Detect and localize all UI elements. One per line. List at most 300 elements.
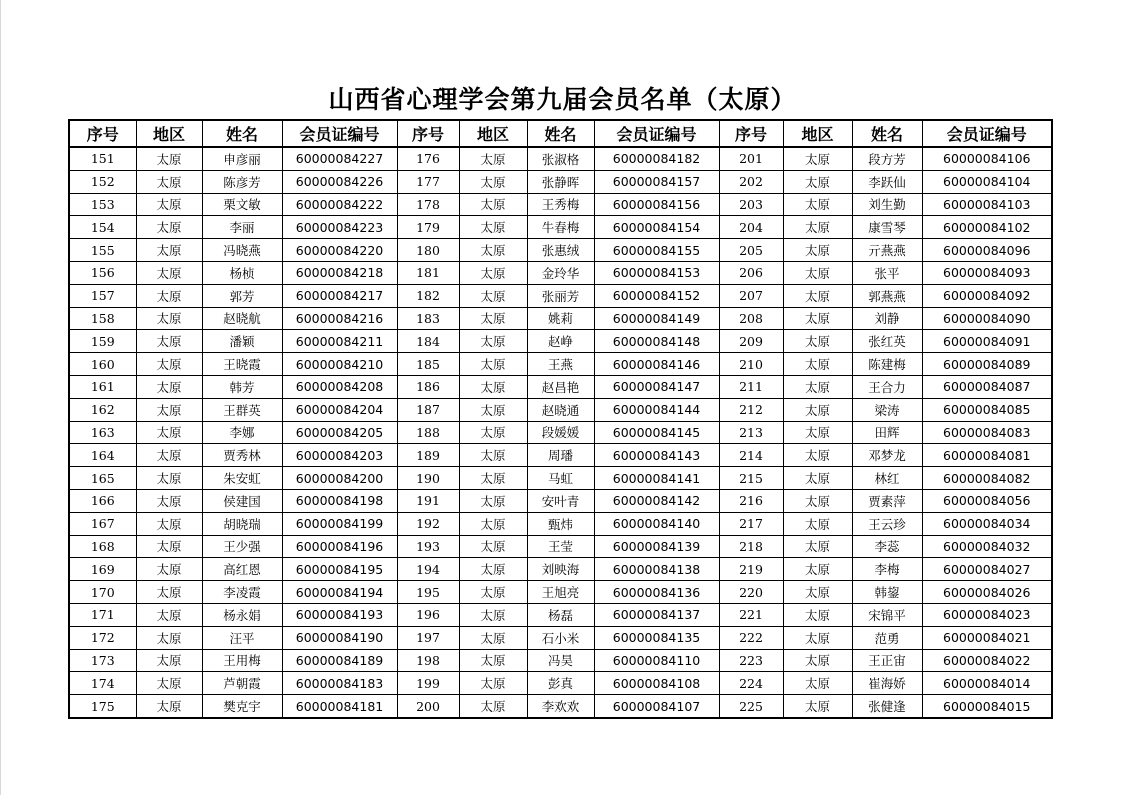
cell-seq: 193 [397,535,459,558]
cell-cert-no: 60000084218 [282,261,397,284]
cell-region: 太原 [459,353,527,376]
cell-region: 太原 [459,489,527,512]
cell-name: 陈彦芳 [202,170,282,193]
cell-name: 刘映海 [527,558,594,581]
cell-seq: 221 [719,603,783,626]
cell-name: 石小米 [527,626,594,649]
cell-region: 太原 [783,672,852,695]
cell-seq: 220 [719,581,783,604]
cell-name: 汪平 [202,626,282,649]
header-region: 地区 [459,120,527,147]
cell-seq: 188 [397,421,459,444]
cell-cert-no: 60000084090 [922,307,1052,330]
cell-cert-no: 60000084152 [594,284,719,307]
page-title: 山西省心理学会第九届会员名单（太原） [328,85,797,114]
cell-seq: 154 [69,216,136,239]
cell-region: 太原 [783,284,852,307]
cell-name: 李梅 [852,558,922,581]
cell-region: 太原 [136,261,202,284]
cell-seq: 157 [69,284,136,307]
cell-seq: 213 [719,421,783,444]
cell-name: 申彦丽 [202,147,282,170]
cell-name: 冯昊 [527,649,594,672]
cell-seq: 208 [719,307,783,330]
cell-cert-no: 60000084156 [594,193,719,216]
cell-region: 太原 [136,695,202,718]
cell-region: 太原 [783,467,852,490]
cell-seq: 182 [397,284,459,307]
cell-seq: 173 [69,649,136,672]
cell-region: 太原 [136,558,202,581]
cell-region: 太原 [136,581,202,604]
cell-name: 康雪琴 [852,216,922,239]
cell-name: 王少强 [202,535,282,558]
table-row [69,353,1052,376]
header-cert-no: 会员证编号 [594,120,719,147]
cell-cert-no: 60000084226 [282,170,397,193]
cell-cert-no: 60000084157 [594,170,719,193]
cell-region: 太原 [459,581,527,604]
cell-name: 赵峥 [527,330,594,353]
cell-cert-no: 60000084110 [594,649,719,672]
cell-name: 崔海娇 [852,672,922,695]
cell-cert-no: 60000084022 [922,649,1052,672]
cell-name: 赵昌艳 [527,375,594,398]
cell-region: 太原 [136,512,202,535]
table-row [69,193,1052,216]
table-row [69,444,1052,467]
cell-region: 太原 [459,398,527,421]
header-region: 地区 [783,120,852,147]
cell-name: 杨桢 [202,261,282,284]
cell-region: 太原 [459,239,527,262]
cell-seq: 216 [719,489,783,512]
cell-name: 王莹 [527,535,594,558]
cell-region: 太原 [783,444,852,467]
cell-seq: 169 [69,558,136,581]
cell-seq: 194 [397,558,459,581]
cell-name: 杨磊 [527,603,594,626]
cell-name: 杨永娟 [202,603,282,626]
cell-seq: 179 [397,216,459,239]
cell-region: 太原 [783,353,852,376]
cell-seq: 164 [69,444,136,467]
cell-seq: 225 [719,695,783,718]
cell-seq: 205 [719,239,783,262]
cell-seq: 153 [69,193,136,216]
cell-cert-no: 60000084145 [594,421,719,444]
cell-seq: 155 [69,239,136,262]
cell-region: 太原 [459,467,527,490]
header-name: 姓名 [852,120,922,147]
cell-cert-no: 60000084183 [282,672,397,695]
table-row [69,603,1052,626]
cell-name: 王秀梅 [527,193,594,216]
cell-region: 太原 [783,330,852,353]
cell-name: 樊克宇 [202,695,282,718]
cell-name: 宋锦平 [852,603,922,626]
cell-cert-no: 60000084104 [922,170,1052,193]
cell-region: 太原 [783,535,852,558]
cell-region: 太原 [783,307,852,330]
cell-region: 太原 [459,444,527,467]
cell-region: 太原 [459,261,527,284]
cell-cert-no: 60000084155 [594,239,719,262]
cell-name: 王晓霞 [202,353,282,376]
cell-seq: 204 [719,216,783,239]
cell-cert-no: 60000084027 [922,558,1052,581]
cell-cert-no: 60000084220 [282,239,397,262]
cell-seq: 156 [69,261,136,284]
cell-cert-no: 60000084093 [922,261,1052,284]
cell-name: 王用梅 [202,649,282,672]
cell-name: 侯建国 [202,489,282,512]
header-cert-no: 会员证编号 [282,120,397,147]
cell-seq: 151 [69,147,136,170]
cell-region: 太原 [783,239,852,262]
cell-cert-no: 60000084217 [282,284,397,307]
cell-region: 太原 [136,626,202,649]
cell-region: 太原 [136,353,202,376]
cell-name: 林红 [852,467,922,490]
cell-cert-no: 60000084196 [282,535,397,558]
cell-cert-no: 60000084222 [282,193,397,216]
cell-name: 朱安虹 [202,467,282,490]
member-table [68,119,1053,719]
cell-name: 张健逢 [852,695,922,718]
cell-region: 太原 [783,603,852,626]
cell-seq: 197 [397,626,459,649]
cell-cert-no: 60000084208 [282,375,397,398]
cell-name: 张丽芳 [527,284,594,307]
cell-cert-no: 60000084194 [282,581,397,604]
table-row [69,421,1052,444]
cell-cert-no: 60000084089 [922,353,1052,376]
cell-seq: 162 [69,398,136,421]
cell-cert-no: 60000084015 [922,695,1052,718]
cell-seq: 159 [69,330,136,353]
cell-region: 太原 [136,535,202,558]
cell-seq: 165 [69,467,136,490]
cell-name: 贾素萍 [852,489,922,512]
cell-seq: 160 [69,353,136,376]
cell-region: 太原 [136,307,202,330]
cell-cert-no: 60000084137 [594,603,719,626]
cell-seq: 184 [397,330,459,353]
header-name: 姓名 [202,120,282,147]
cell-seq: 209 [719,330,783,353]
cell-region: 太原 [136,467,202,490]
cell-seq: 167 [69,512,136,535]
cell-seq: 192 [397,512,459,535]
cell-region: 太原 [783,649,852,672]
cell-name: 李凌霞 [202,581,282,604]
cell-region: 太原 [783,695,852,718]
cell-cert-no: 60000084198 [282,489,397,512]
cell-name: 田辉 [852,421,922,444]
cell-name: 王旭亮 [527,581,594,604]
cell-name: 陈建梅 [852,353,922,376]
cell-cert-no: 60000084081 [922,444,1052,467]
header-region: 地区 [136,120,202,147]
cell-cert-no: 60000084083 [922,421,1052,444]
cell-cert-no: 60000084144 [594,398,719,421]
header-row [69,120,1052,147]
cell-region: 太原 [459,626,527,649]
cell-name: 贾秀林 [202,444,282,467]
cell-cert-no: 60000084153 [594,261,719,284]
cell-seq: 178 [397,193,459,216]
cell-region: 太原 [136,193,202,216]
cell-seq: 223 [719,649,783,672]
cell-name: 张静晖 [527,170,594,193]
cell-cert-no: 60000084181 [282,695,397,718]
cell-cert-no: 60000084140 [594,512,719,535]
cell-seq: 219 [719,558,783,581]
cell-seq: 201 [719,147,783,170]
cell-region: 太原 [459,147,527,170]
cell-cert-no: 60000084189 [282,649,397,672]
table-row [69,672,1052,695]
table-row [69,695,1052,718]
cell-name: 郭燕燕 [852,284,922,307]
cell-name: 姚莉 [527,307,594,330]
cell-cert-no: 60000084014 [922,672,1052,695]
cell-region: 太原 [459,284,527,307]
table-row [69,239,1052,262]
cell-name: 韩鋆 [852,581,922,604]
cell-region: 太原 [136,239,202,262]
cell-region: 太原 [459,649,527,672]
cell-region: 太原 [783,626,852,649]
cell-seq: 183 [397,307,459,330]
cell-region: 太原 [783,421,852,444]
cell-cert-no: 60000084082 [922,467,1052,490]
cell-seq: 203 [719,193,783,216]
cell-region: 太原 [783,170,852,193]
cell-name: 牛春梅 [527,216,594,239]
cell-name: 王群英 [202,398,282,421]
cell-cert-no: 60000084023 [922,603,1052,626]
cell-cert-no: 60000084143 [594,444,719,467]
cell-cert-no: 60000084102 [922,216,1052,239]
table-row [69,581,1052,604]
cell-cert-no: 60000084092 [922,284,1052,307]
cell-cert-no: 60000084227 [282,147,397,170]
cell-cert-no: 60000084146 [594,353,719,376]
cell-cert-no: 60000084034 [922,512,1052,535]
cell-seq: 206 [719,261,783,284]
cell-cert-no: 60000084032 [922,535,1052,558]
cell-cert-no: 60000084091 [922,330,1052,353]
table-row [69,147,1052,170]
cell-cert-no: 60000084139 [594,535,719,558]
cell-name: 张平 [852,261,922,284]
table-row [69,330,1052,353]
cell-cert-no: 60000084195 [282,558,397,581]
cell-seq: 222 [719,626,783,649]
cell-seq: 189 [397,444,459,467]
cell-name: 胡晓瑞 [202,512,282,535]
cell-cert-no: 60000084211 [282,330,397,353]
cell-region: 太原 [136,375,202,398]
table-row [69,375,1052,398]
cell-cert-no: 60000084223 [282,216,397,239]
header-seq: 序号 [69,120,136,147]
cell-region: 太原 [136,444,202,467]
cell-region: 太原 [136,398,202,421]
cell-region: 太原 [459,307,527,330]
cell-region: 太原 [136,284,202,307]
header-cert-no: 会员证编号 [922,120,1052,147]
cell-region: 太原 [136,170,202,193]
cell-region: 太原 [783,512,852,535]
cell-name: 张淑格 [527,147,594,170]
cell-name: 甄炜 [527,512,594,535]
table-row [69,467,1052,490]
cell-cert-no: 60000084141 [594,467,719,490]
cell-region: 太原 [136,421,202,444]
cell-cert-no: 60000084142 [594,489,719,512]
cell-name: 梁涛 [852,398,922,421]
cell-cert-no: 60000084138 [594,558,719,581]
cell-seq: 185 [397,353,459,376]
cell-name: 王合力 [852,375,922,398]
cell-cert-no: 60000084193 [282,603,397,626]
cell-name: 栗文敏 [202,193,282,216]
cell-name: 段媛媛 [527,421,594,444]
cell-name: 芦朝霞 [202,672,282,695]
cell-cert-no: 60000084026 [922,581,1052,604]
cell-seq: 196 [397,603,459,626]
cell-name: 韩芳 [202,375,282,398]
cell-cert-no: 60000084148 [594,330,719,353]
cell-seq: 190 [397,467,459,490]
cell-cert-no: 60000084147 [594,375,719,398]
cell-name: 马虹 [527,467,594,490]
cell-region: 太原 [136,216,202,239]
table-row [69,512,1052,535]
cell-cert-no: 60000084106 [922,147,1052,170]
cell-cert-no: 60000084199 [282,512,397,535]
cell-name: 范勇 [852,626,922,649]
cell-cert-no: 60000084087 [922,375,1052,398]
cell-name: 亓燕燕 [852,239,922,262]
cell-cert-no: 60000084056 [922,489,1052,512]
cell-name: 冯晓燕 [202,239,282,262]
cell-name: 郭芳 [202,284,282,307]
cell-region: 太原 [136,649,202,672]
cell-seq: 180 [397,239,459,262]
cell-region: 太原 [783,558,852,581]
cell-cert-no: 60000084021 [922,626,1052,649]
cell-region: 太原 [783,375,852,398]
cell-name: 邓梦龙 [852,444,922,467]
cell-cert-no: 60000084085 [922,398,1052,421]
cell-seq: 163 [69,421,136,444]
cell-cert-no: 60000084096 [922,239,1052,262]
cell-cert-no: 60000084154 [594,216,719,239]
cell-region: 太原 [459,330,527,353]
cell-seq: 191 [397,489,459,512]
cell-seq: 152 [69,170,136,193]
cell-seq: 174 [69,672,136,695]
cell-name: 李蕊 [852,535,922,558]
cell-seq: 198 [397,649,459,672]
cell-name: 王正宙 [852,649,922,672]
header-name: 姓名 [527,120,594,147]
cell-name: 刘生勤 [852,193,922,216]
table-row [69,261,1052,284]
cell-cert-no: 60000084216 [282,307,397,330]
cell-seq: 214 [719,444,783,467]
cell-seq: 217 [719,512,783,535]
table-row [69,170,1052,193]
cell-name: 高红恩 [202,558,282,581]
cell-name: 李欢欢 [527,695,594,718]
cell-cert-no: 60000084149 [594,307,719,330]
cell-seq: 161 [69,375,136,398]
cell-cert-no: 60000084190 [282,626,397,649]
cell-name: 李丽 [202,216,282,239]
cell-region: 太原 [459,535,527,558]
cell-seq: 199 [397,672,459,695]
table-row [69,307,1052,330]
cell-region: 太原 [783,581,852,604]
table-row [69,284,1052,307]
cell-region: 太原 [783,261,852,284]
cell-seq: 186 [397,375,459,398]
cell-seq: 181 [397,261,459,284]
cell-region: 太原 [136,147,202,170]
cell-region: 太原 [783,193,852,216]
cell-seq: 212 [719,398,783,421]
table-row [69,558,1052,581]
cell-region: 太原 [459,558,527,581]
cell-seq: 218 [719,535,783,558]
cell-cert-no: 60000084136 [594,581,719,604]
cell-seq: 202 [719,170,783,193]
cell-cert-no: 60000084103 [922,193,1052,216]
cell-name: 李娜 [202,421,282,444]
cell-region: 太原 [459,216,527,239]
table-row [69,216,1052,239]
cell-cert-no: 60000084204 [282,398,397,421]
cell-seq: 187 [397,398,459,421]
cell-region: 太原 [783,216,852,239]
cell-name: 周璠 [527,444,594,467]
cell-cert-no: 60000084107 [594,695,719,718]
cell-region: 太原 [459,695,527,718]
table-row [69,649,1052,672]
cell-region: 太原 [459,170,527,193]
header-seq: 序号 [397,120,459,147]
cell-cert-no: 60000084108 [594,672,719,695]
cell-name: 李跃仙 [852,170,922,193]
cell-region: 太原 [459,672,527,695]
cell-seq: 207 [719,284,783,307]
cell-name: 赵晓航 [202,307,282,330]
cell-seq: 171 [69,603,136,626]
cell-region: 太原 [136,603,202,626]
cell-region: 太原 [136,489,202,512]
table-row [69,535,1052,558]
cell-name: 张红英 [852,330,922,353]
cell-name: 赵晓通 [527,398,594,421]
cell-region: 太原 [136,672,202,695]
cell-cert-no: 60000084203 [282,444,397,467]
cell-seq: 210 [719,353,783,376]
